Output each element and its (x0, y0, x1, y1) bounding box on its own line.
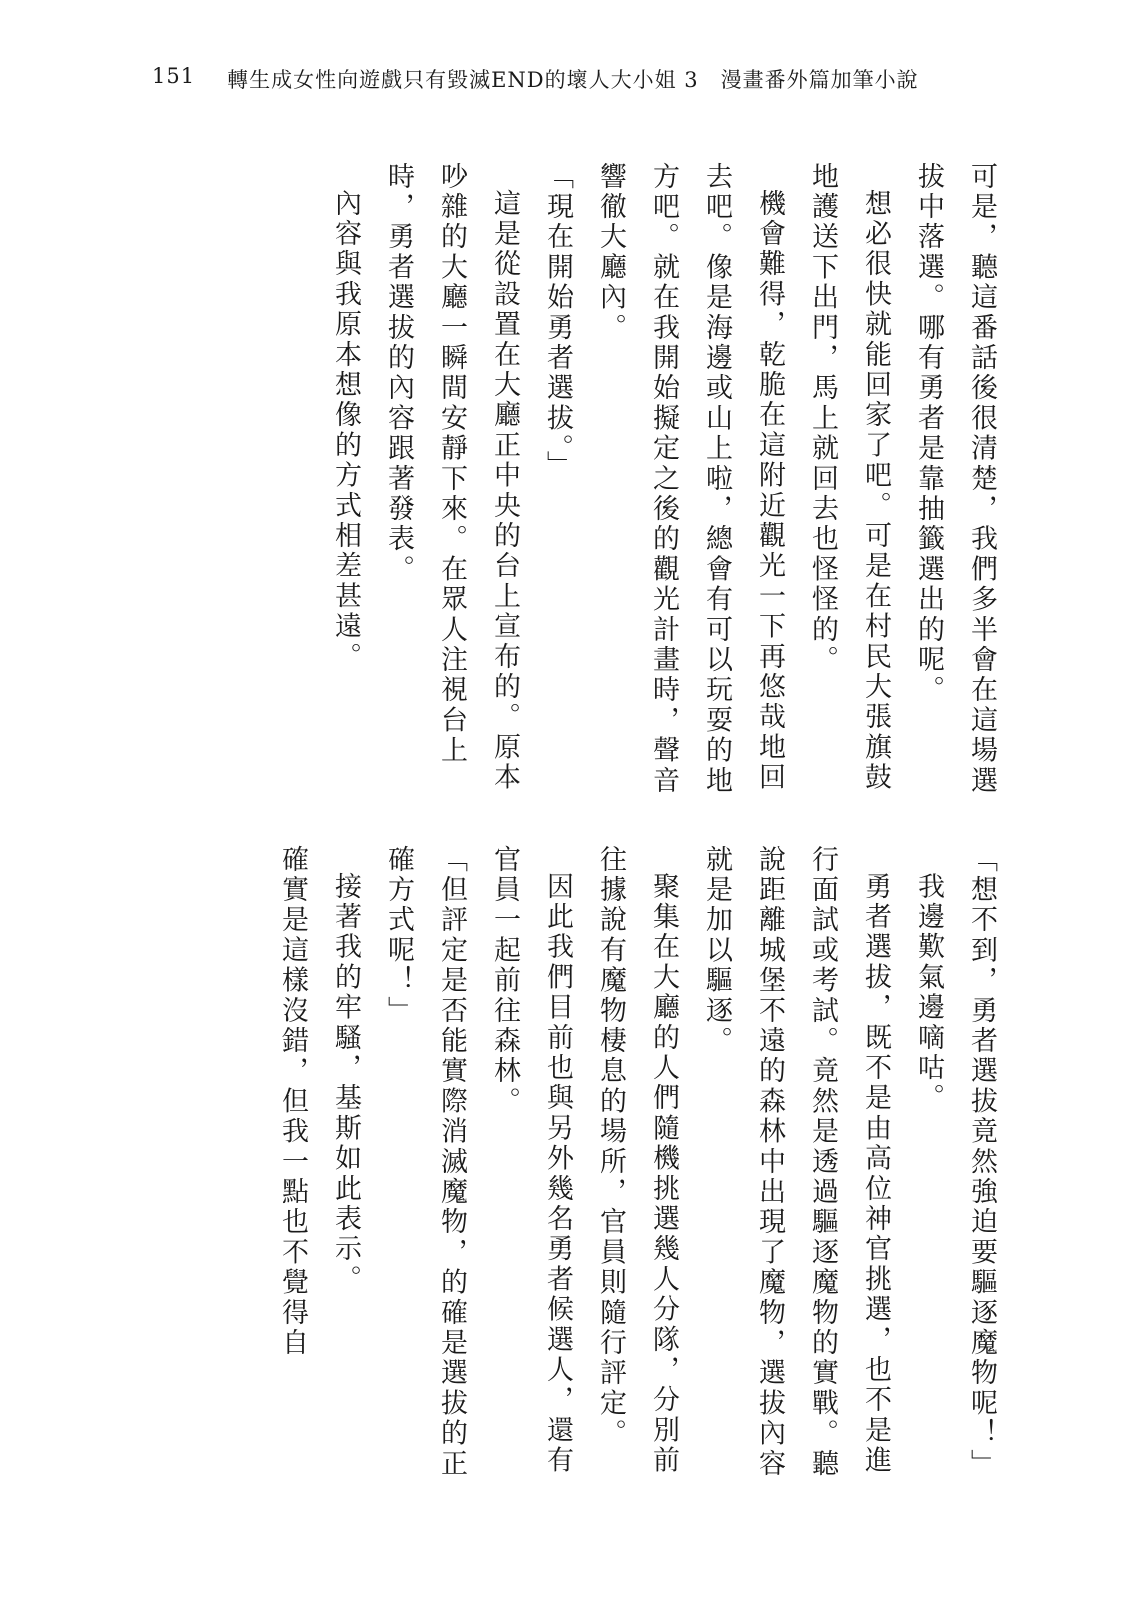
paragraph: 「想不到，勇者選拔竟然強迫要驅逐魔物呢！」 (966, 845, 997, 1480)
text-block-bottom (266, 845, 1008, 1505)
page-header (152, 64, 919, 94)
paragraph: 內容與我原本想像的方式相差甚遠。 (330, 189, 361, 673)
paragraph: 勇者選拔，既不是由高位神官挑選，也不是進行面試或考試。竟然是透過驅逐魔物的實戰。聽說距離城堡不遠的森林中出現了魔物，選拔內容就是加以驅逐。 (701, 845, 891, 1480)
paragraph: 想必很快就能回家了吧。可是在村民大張旗鼓地護送下出門，馬上就回去也怪怪的。 (807, 162, 891, 793)
text-block-top (319, 162, 1008, 822)
paragraph: 可是，聽這番話後很清楚，我們多半會在這場選拔中落選。哪有勇者是靠抽籤選出的呢。 (913, 162, 997, 797)
running-title: 轉生成女性向遊戲只有毀滅END的壞人大小姐 3 漫畫番外篇加筆小說 (227, 68, 919, 92)
page-number: 151 (152, 64, 196, 88)
paragraph: 我邊歎氣邊嘀咕。 (913, 872, 944, 1114)
paragraph: 這是從設置在大廳正中央的台上宣布的。原本吵雜的大廳一瞬間安靜下來。在眾人注視台上時，勇者選拔的內容跟著發表。 (383, 162, 520, 793)
paragraph: 「但評定是否能實際消滅魔物，的確是選拔的正確方式呢！」 (383, 845, 467, 1480)
paragraph: 機會難得，乾脆在這附近觀光一下再悠哉地回去吧。像是海邊或山上啦，總會有可以玩耍的地方吧。就在我開始擬定之後的觀光計畫時，聲音響徹大廳內。 (595, 162, 785, 797)
paragraph: 接著我的牢騷，基斯如此表示。 (330, 872, 361, 1295)
paragraph: 確實是這樣沒錯，但我一點也不覺得自 (277, 845, 308, 1359)
paragraph: 聚集在大廳的人們隨機挑選幾人分隊，分別前往據說有魔物棲息的場所，官員則隨行評定。 (595, 845, 679, 1476)
paragraph: 「現在開始勇者選拔。」 (542, 162, 573, 481)
paragraph: 因此我們目前也與另外幾名勇者候選人，還有官員一起前往森林。 (489, 845, 573, 1476)
